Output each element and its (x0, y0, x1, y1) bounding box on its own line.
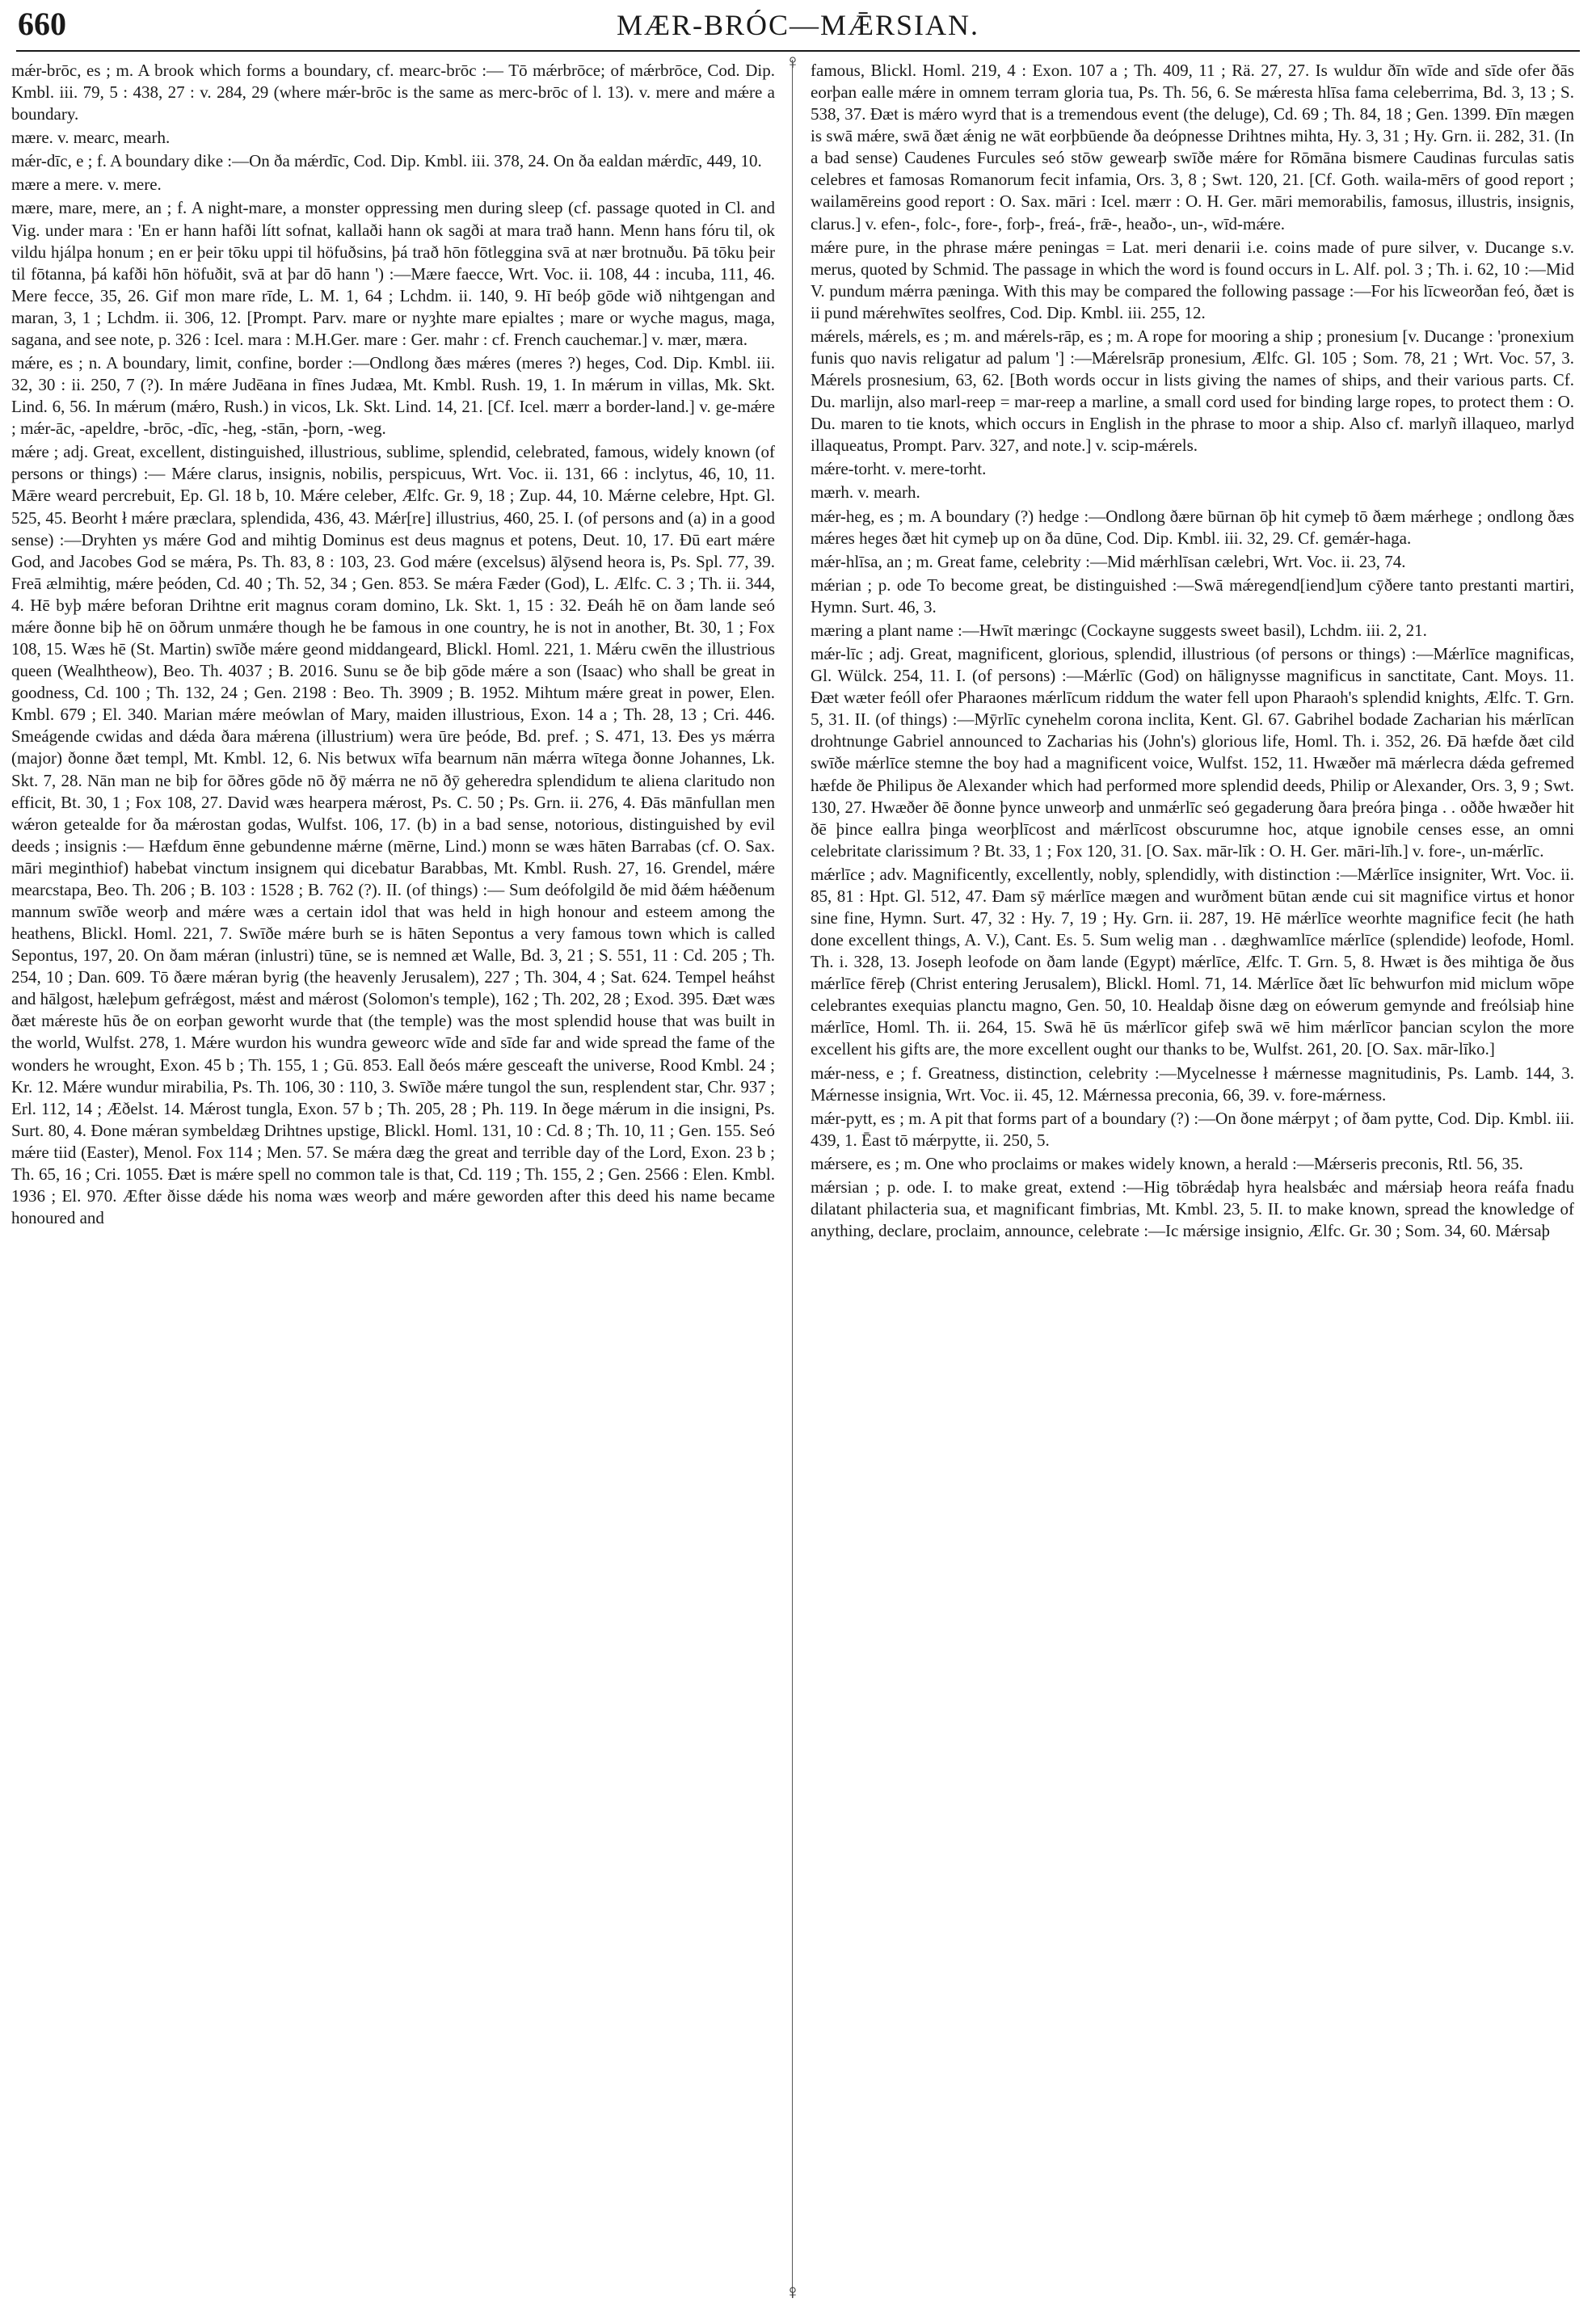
page-header (0, 0, 1596, 57)
dictionary-entry: mǽrian ; p. ode To become great, be distinguished :—Swā mǽregend[iend]um cȳðere tanto prestanti martiri, Hymn. Surt. 46, 3. (811, 575, 1574, 617)
dictionary-entry: mære, mare, mere, an ; f. A night-mare, a monster oppressing men during sleep (cf. passage quoted in Cl. and Vig. under mara : 'En er hann hafði lítt sofnat, kallaði hann ok sagði at mara trað hann. Menn hans fóru til, ok vildu hjálpa honum ; en er þeir tōku uppi til höfuðsins, þá trað hōn fōtleggina svā at nær brotnuðu. Þā tōku þeir til fōtanna, þá kafði hōn höfuðit, svā at þar dō hann ') :—Mære faecce, Wrt. Voc. ii. 108, 44 : incuba, 111, 46. Mere fecce, 35, 26. Gif mon mare rīde, L. M. 1, 64 ; Lchdm. ii. 140, 9. Hī beóþ gōde wið nihtgengan and maran, 3, 1 ; Lchdm. ii. 306, 12. [Prompt. Parv. mare or nyȝhte mare epialtes ; mare or wyche magus, maga, sagana, and see note, p. 326 : Icel. mara : M.H.Ger. mare : Ger. mahr : cf. French cauchemar.] v. mær, mæra. (11, 198, 775, 349)
dictionary-entry: mære a mere. v. mere. (11, 175, 162, 195)
dictionary-entry: mǽre pure, in the phrase mǽre peningas = Lat. meri denarii i.e. coins made of pure silver, v. Ducange s.v. merus, quoted by Schmid. The passage in which the word is found occurs in L. Alf. pol. 3 ; Th. i. 62, 10 :—Mid V. pundum mǽrra pæninga. With this may be compared the following passage :—For his līcweorðan feó, ðæt is ii pund mǽrehwītes seolfres, Cod. Dip. Kmbl. iii. 255, 12. (811, 237, 1574, 322)
right-column (811, 60, 1574, 2298)
column-flourish-top: ♀ (785, 50, 801, 74)
dictionary-entry: mǽrsian ; p. ode. I. to make great, extend :—Hig tōbrǽdaþ hyra healsbǽc and mǽrsiaþ heora reáfa fnadu dilatant philacteria sua, et magnificant fimbrias, Mt. Kmbl. 23, 5. II. to make known, spread the knowledge of anything, declare, proclaim, announce, celebrate :—Ic mǽrsige insignio, Ælfc. Gr. 30 ; Som. 34, 60. Mǽrsaþ (811, 1177, 1574, 1241)
dictionary-entry: mǽr-ness, e ; f. Greatness, distinction, celebrity :—Mycelnesse ł mǽrnesse magnitudinis, Ps. Lamb. 144, 3. Mǽrnesse insignia, Wrt. Voc. ii. 45, 12. Mǽrnessa preconia, 66, 39. v. fore-mǽrness. (811, 1063, 1574, 1105)
dictionary-entry: mǽr-brōc, es ; m. A brook which forms a boundary, cf. mearc-brōc :— Tō mǽrbrōce; of mǽrbrōce, Cod. Dip. Kmbl. iii. 79, 5 : 438, 27 : v. 284, 29 (where mǽr-brōc is the same as merc-brōc of l. 13). v. mere and mǽre a boundary. (11, 61, 775, 124)
dictionary-entry: mǽrsere, es ; m. One who proclaims or makes widely known, a herald :—Mǽrseris preconis, Rtl. 56, 35. (811, 1153, 1523, 1173)
page-number: 660 (18, 6, 66, 42)
dictionary-entry: mǽrlīce ; adv. Magnificently, excellently, nobly, splendidly, with distinction :—Mǽrlīce insigniter, Wrt. Voc. ii. 85, 81 : Hpt. Gl. 512, 47. Ðam sȳ mǽrlīce mægen and wurðment būtan ænde cui sit magnifice virtus et honor sine fine, Hymn. Surt. 47, 32 : Hy. 7, 19 ; Hy. Grn. ii. 287, 19. Hē mǽrlīce weorhte magnifice fecit (he hath done excellent things, A. V.), Cant. Es. 5. Sum welig man . . dæghwamlīce mǽrlīce (splendide) leofode, Homl. Th. i. 328, 13. Joseph leofode on ðam lande (Egypt) mǽrlīce, Ælfc. T. Grn. 5, 8. Hwæt is ðes mihtiga ðe ðus mǽrlīce fēreþ (Christ entering Jerusalem), Blickl. Homl. 71, 14. Mǽrlīce ðæt līc behwurfon mid miclum wōpe celebrantes exequias planctu magno, Gen. 50, 10. Healdaþ ðisne dæg on eówerum gemynde and freólsiaþ hine mǽrlīce, Homl. Th. ii. 264, 15. Swā hē ūs mǽrlīcor gifeþ swā wē him mǽrlīcor þancian scylon the more excellent his gifts are, the more excellent ought our thanks to be, Wulfst. 261, 20. [O. Sax. mār-līko.] (811, 864, 1574, 1059)
dictionary-entry: mǽre-torht. v. mere-torht. (811, 459, 987, 479)
dictionary-entry: mærh. v. mearh. (811, 482, 920, 503)
dictionary-entry: mære. v. mearc, mearh. (11, 128, 171, 148)
dictionary-entry: mǽrels, mǽrels, es ; m. and mǽrels-rāp, es ; m. A rope for mooring a ship ; pronesium [v. Ducange : 'pronexium funis quo navis religatur ad palum '] :—Mǽrelsrāp pronesium, Ælfc. Gl. 105 ; Som. 78, 21 ; Wrt. Voc. 57, 3. Mǽrels prosnesium, 63, 62. [Both words occur in lists giving the names of ships, and their various parts. Cf. Du. marlijn, also marl-reep = mar-reep a marline, a small cord used for binding large ropes, to protect them : O. Du. maren to tie knots, which occurs in English in the phrase to moor a ship. Also cf. marlyñ illaqueo, marlyd illaqueatus, Prompt. Parv. 327, and note.] v. scip-mǽrels. (811, 326, 1574, 456)
dictionary-entry: mǽr-pytt, es ; m. A pit that forms part of a boundary (?) :—On ðone mǽrpyt ; of ðam pytte, Cod. Dip. Kmbl. iii. 439, 1. Ēast tō mǽrpytte, ii. 250, 5. (811, 1108, 1574, 1150)
dictionary-entry: mǽr-dīc, e ; f. A boundary dike :—On ða mǽrdīc, Cod. Dip. Kmbl. iii. 378, 24. On ða ealdan mǽrdīc, 449, 10. (11, 151, 762, 171)
dictionary-entry: mæring a plant name :—Hwīt mæringc (Cockayne suggests sweet basil), Lchdm. iii. 2, 21. (811, 620, 1427, 640)
column-divider (792, 60, 793, 2298)
dictionary-entry: mǽre ; adj. Great, excellent, distinguished, illustrious, sublime, splendid, celebrated, famous, widely known (of persons or things) :— Mǽre clarus, insignis, nobilis, perspicuus, Wrt. Voc. ii. 131, 66 : inclytus, 46, 10, 11. Mǣre weard percrebuit, Ep. Gl. 18 b, 10. Mǽre celeber, Ælfc. Gr. 9, 18 ; Zup. 44, 10. Mǽrne celebre, Hpt. Gl. 525, 45. Beorht ł mǽre præclara, splendida, 436, 43. Mǽr[re] illustrius, 460, 25. I. (of persons and (a) in a good sense) :—Dryhten ys mǽre God and mihtig Dominus est deus magnus et potens, Deut. 10, 17. Ðū eart mǽre God, and Jacobes God se mǽra, Ps. Th. 83, 8 : 103, 23. God mǽre (excelsus) ālȳsend heora is, Ps. Spl. 77, 39. Freā ælmihtig, mǽre þeóden, Cd. 40 ; Th. 52, 34 ; Gen. 853. Se mǽra Fæder (God), L. Ælfc. C. 3 ; Th. ii. 344, 4. Hē byþ mǽre beforan Drihtne erit magnus coram domino, Lk. Skt. 1, 15 : 32. Ðeáh hē on ðam lande seó mǽre ðonne biþ hē on ōðrum unmǽre though he be famous in one country, he is not in another, Bt. 30, 1 ; Fox 108, 15. Wæs hē (St. Martin) swīðe mǽre geond middangeard, Blickl. Homl. 221, 1. Mǽru cwēn the illustrious queen (Wealhtheow), Beo. Th. 4037 ; B. 2016. Sunu se ðe biþ gōde mǽre a son (Isaac) who shall be great in goodness, Cd. 100 ; Th. 132, 24 ; Gen. 2198 : Beo. Th. 3909 ; B. 1952. Mihtum mǽre great in power, Elen. Kmbl. 679 ; El. 340. Marian mǽre meówlan of Mary, maiden illustrious, Exon. 14 a ; Th. 28, 13 ; Cri. 446. Smeágende cwidas and dǽda ðara mǽrena (illustrium) wera ūre þeóde, Bd. pref. ; S. 471, 13. Ðes ys mǽrra (major) ðonne ðæt templ, Mt. Kmbl. 12, 6. Nis betwux wīfa bearnum nān mǽrra wītega ðonne Johannes, Lk. Skt. 7, 28. Nān man ne biþ for ōðres gōde nō ðȳ mǽrra ne nō ðȳ geheredra splendidum te aliena claritudo non efficit, Bt. 30, 1 ; Fox 108, 27. David wæs hearpera mǽrost, Ps. C. 50 ; Ps. Grn. ii. 276, 4. Ðās mānfullan men wǽron getealde for ða mǽrostan godas, Wulfst. 106, 17. (b) in a bad sense, notorious, distinguished by evil deeds ; insignis :— Hæfdum ēnne gebundenne mǽrne (mērne, Lind.) monn se wæs hāten Barrabas (cf. O. Sax. māri meginthiof) habebat vinctum insignem qui dicebatur Barabbas, Mt. Kmbl. Rush. 27, 16. Grendel, mǽre mearcstapa, Beo. Th. 206 ; B. 103 : 1528 ; B. 762 (?). II. (of things) :— Sum deófolgild ðe mid ðǽm hǽðenum mannum swīðe weorþ and mǽre wæs a certain idol that was held in high honour and esteem among the heathens, Blickl. Homl. 221, 7. Swīðe mǽre burh se is hāten Sepontus a very famous town which is called Sepontus, 197, 20. On ðam mǽran (inlustri) tūne, se is nemned æt Walle, Bd. 3, 21 ; S. 551, 11 : Cd. 205 ; Th. 254, 10 ; Dan. 609. Tō ðære mǽran byrig (the heavenly Jerusalem), 227 ; Th. 304, 4 ; Sat. 624. Tempel heáhst and hālgost, hæleþum gefrǽgost, mǽst and mǽrost (Solomon's temple), 162 ; Th. 202, 28 ; Exod. 395. Ðæt wæs ðæt mǽreste hūs ðe on eorþan geworht wurde that (the temple) was the most splendid house that was built in the world, Wulfst. 278, 1. Mǽre wurdon his wundra geweorc wīde and sīde far and wide spread the fame of the wonders he wrought, Exon. 45 b ; Th. 155, 1 ; Gū. 853. Eall ðeós mǽre gesceaft the universe, Rood Kmbl. 24 ; Kr. 12. Mǽre wundur mirabilia, Ps. Th. 106, 30 : 110, 3. Swīðe mǽre tungol the sun, resplendent star, Chr. 937 ; Erl. 112, 14 ; Æðelst. 14. Mǽrost tungla, Exon. 57 b ; Th. 205, 28 ; Ph. 119. In ðege mǽrum in die insigni, Ps. Surt. 80, 4. Ðone mǽran symbeldæg Drihtnes upstige, Blickl. Homl. 131, 10 : Cd. 8 ; Th. 10, 11 ; Gen. 155. Seó mǽre tiid (Easter), Menol. Fox 114 ; Men. 57. Se mǽra dæg the great and terrible day of the Lord, Exon. 23 b ; Th. 65, 16 ; Cri. 1055. Ðæt is mǽre spell no common tale is that, Cd. 119 ; Th. 155, 2 ; Gen. 2566 : Elen. Kmbl. 1936 ; El. 970. Æfter ðisse dǽde his noma wæs weorþ and mǽre geworden after this deed his name became honoured and (11, 442, 775, 1228)
dictionary-entry: mǽr-līc ; adj. Great, magnificent, glorious, splendid, illustrious (of persons or things) :—Mǽrlīce magnificas, Gl. Wülck. 254, 11. I. (of persons) :—Mǽrlīc (God) on hālignysse magnificus in sanctitate, Cant. Moys. 11. Ðæt wæter feóll ofer Pharaones mǽrlīcum riddum the water fell upon Pharaoh's splendid knights, Ælfc. T. Grn. 5, 31. II. (of things) :—Mȳrlīc cynehelm corona inclita, Kent. Gl. 67. Gabrihel bodade Zacharian his mǽrlīcan drohtnunge Gabriel announced to Zacharias his (John's) glorious life, Homl. Th. i. 352, 26. Ðā hæfde ðæt cild swīðe mǽrlīce stemne the boy had a magnificent voice, Wulfst. 152, 11. Hwæðer mā mǽrlecra dǽda gefremed hæfde ðe Philipus ðe Alexander which had performed more splendid deeds, Philip or Alexander, Ors. 3, 9 ; Swt. 130, 27. Hwæðer ðē ðonne þynce unweorþ and unmǽrlīc seó gegaderung ðara þreóra þinga . . oððe hwæðer hit ðē þince eallra þinga weorþlīcost and mǽrlīcost obscurumne hoc, atque ignobile censes esse, an omni celebritate clarissimum ? Bt. 33, 1 ; Fox 120, 31. [O. Sax. mār-līk : O. H. Ger. māri-līh.] v. fore-, un-mǽrlīc. (811, 644, 1574, 861)
column-flourish-bottom: ♀ (785, 2280, 801, 2304)
left-column (11, 60, 775, 2298)
dictionary-entry: mǽr-heg, es ; m. A boundary (?) hedge :—Ondlong ðære būrnan ōþ hit cymeþ tō ðæm mǽrhege ; ondlong ðæs mǽres heges ðæt hit cymeþ up on ða dūne, Cod. Dip. Kmbl. iii. 32, 29. Cf. gemǽr-haga. (811, 506, 1574, 548)
dictionary-entry: famous, Blickl. Homl. 219, 4 : Exon. 107 a ; Th. 409, 11 ; Rä. 27, 27. Is wuldur ðīn wīde and sīde ofer ðās eorþan ealle mǽre in omnem terram gloria tua, Ps. Th. 56, 6. Se mǽresta hlīsa fama celeberrima, Bd. 3, 13 ; S. 538, 37. Ðæt is mǽro wyrd that is a tremendous event (the deluge), Cd. 69 ; Th. 84, 18 ; Gen. 1399. Ðīn mægen is swā mǽre, swā ðæt ǽnig ne wāt eorþbūende ða deópnesse Drihtnes mihta, Hy. 3, 31 ; Hy. Grn. ii. 282, 31. (In a bad sense) Caudenes Furcules seó stōw gewearþ swīðe mǽre for Rōmāna bismere Caudinas furculas satis celebres et famosas Romanorum fecit infamia, Ors. 3, 8 ; Swt. 120, 21. [Cf. Goth. waila-mērs of good report ; wailamēreins good report : O. Sax. māri : Icel. mærr : O. H. Ger. māri memorabilis, famosus, illustris, insignis, clarus.] v. efen-, folc-, fore-, forþ-, freá-, frǣ-, heaðo-, un-, wīd-mǽre. (811, 61, 1574, 234)
running-head: MÆR-BRÓC—MǢRSIAN. (616, 9, 980, 41)
dictionary-entry: mǽre, es ; n. A boundary, limit, confine, border :—Ondlong ðæs mǽres (meres ?) heges, Cod. Dip. Kmbl. iii. 32, 30 : ii. 250, 7 (?). In mǽre Judēana in fīnes Judæa, Mt. Kmbl. Rush. 19, 1. In mǽrum in villas, Mk. Skt. Lind. 6, 56. In mǽrum (mǽro, Rush.) in vicos, Lk. Skt. Lind. 14, 21. [Cf. Icel. mærr a border-land.] v. ge-mǽre ; mǽr-āc, -apeldre, -brōc, -dīc, -heg, -stān, -þorn, -weg. (11, 353, 775, 439)
dictionary-entry: mǽr-hlīsa, an ; m. Great fame, celebrity :—Mid mǽrhlīsan cælebri, Wrt. Voc. ii. 23, 74. (811, 551, 1406, 571)
